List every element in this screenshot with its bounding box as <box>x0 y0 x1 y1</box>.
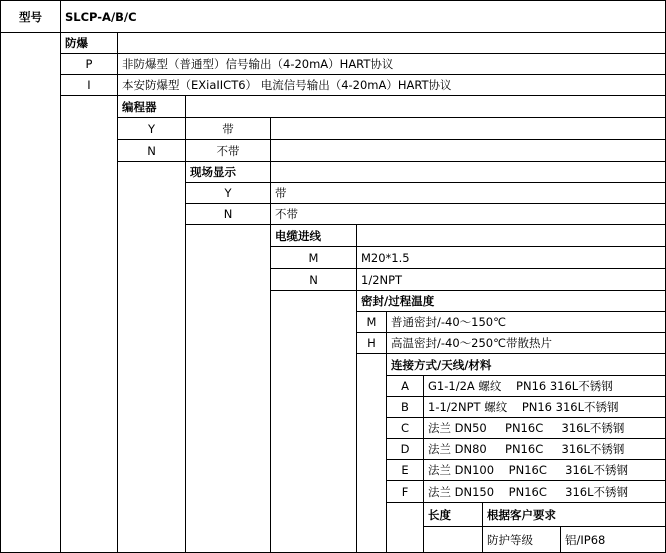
programmer-code-y: Y <box>117 117 186 140</box>
display-header: 现场显示 <box>185 161 271 183</box>
seal-desc-h: 高温密封/-40～250℃带散热片 <box>386 332 666 354</box>
connection-desc-a: G1-1/2A 螺纹 PN16 316L不锈钢 <box>423 375 666 397</box>
cable-header-fill <box>356 224 666 247</box>
explosion-desc-i: 本安防爆型（EXiaIICT6） 电流信号输出（4-20mA）HART协议 <box>117 74 666 96</box>
programmer-header: 编程器 <box>117 95 186 118</box>
spacer-col-3 <box>117 161 186 553</box>
connection-code-c: C <box>386 417 424 439</box>
protection-spacer <box>423 526 483 553</box>
left-spacer <box>0 32 61 553</box>
programmer-code-n: N <box>117 139 186 162</box>
explosion-desc-p: 非防爆型（普通型）信号输出（4-20mA）HART协议 <box>117 53 666 75</box>
programmer-fill-n <box>270 139 666 162</box>
programmer-desc-y: 带 <box>185 117 271 140</box>
seal-desc-m: 普通密封/-40～150℃ <box>386 311 666 333</box>
display-desc-y: 带 <box>270 182 666 204</box>
connection-desc-d: 法兰 DN80 PN16C 316L不锈钢 <box>423 438 666 460</box>
connection-header: 连接方式/天线/材料 <box>386 353 666 376</box>
seal-code-h: H <box>356 332 387 354</box>
length-header: 长度 <box>423 502 483 527</box>
cable-desc-n: 1/2NPT <box>356 268 666 291</box>
explosion-code-p: P <box>60 53 118 75</box>
seal-code-m: M <box>356 311 387 333</box>
cable-code-m: M <box>270 246 357 269</box>
connection-code-f: F <box>386 480 424 503</box>
connection-desc-f: 法兰 DN150 PN16C 316L不锈钢 <box>423 480 666 503</box>
cable-code-n: N <box>270 268 357 291</box>
connection-desc-b: 1-1/2NPT 螺纹 PN16 316L不锈钢 <box>423 396 666 418</box>
display-code-y: Y <box>185 182 271 204</box>
display-desc-n: 不带 <box>270 203 666 225</box>
spacer-col-5 <box>270 290 357 553</box>
connection-desc-c: 法兰 DN50 PN16C 316L不锈钢 <box>423 417 666 439</box>
length-value: 根据客户要求 <box>482 502 666 527</box>
cable-desc-m: M20*1.5 <box>356 246 666 269</box>
spacer-col-7 <box>386 502 424 553</box>
cable-header: 电缆进线 <box>270 224 357 247</box>
model-label: 型号 <box>0 0 61 33</box>
programmer-fill-y <box>270 117 666 140</box>
display-code-n: N <box>185 203 271 225</box>
spacer-col-4 <box>185 224 271 553</box>
programmer-desc-n: 不带 <box>185 139 271 162</box>
programmer-header-fill <box>185 95 666 118</box>
explosion-code-i: I <box>60 74 118 96</box>
connection-code-b: B <box>386 396 424 418</box>
protection-label: 防护等级 <box>482 526 561 553</box>
connection-desc-e: 法兰 DN100 PN16C 316L不锈钢 <box>423 459 666 481</box>
explosion-header-fill <box>117 32 666 54</box>
model-value: SLCP-A/B/C <box>60 0 666 33</box>
seal-header: 密封/过程温度 <box>356 290 666 312</box>
connection-code-a: A <box>386 375 424 397</box>
spacer-col-6 <box>356 353 387 553</box>
connection-code-d: D <box>386 438 424 460</box>
protection-value: 铝/IP68 <box>560 526 666 553</box>
explosion-header: 防爆 <box>60 32 118 54</box>
spacer-col-2 <box>60 95 118 553</box>
connection-code-e: E <box>386 459 424 481</box>
display-header-fill <box>270 161 666 183</box>
